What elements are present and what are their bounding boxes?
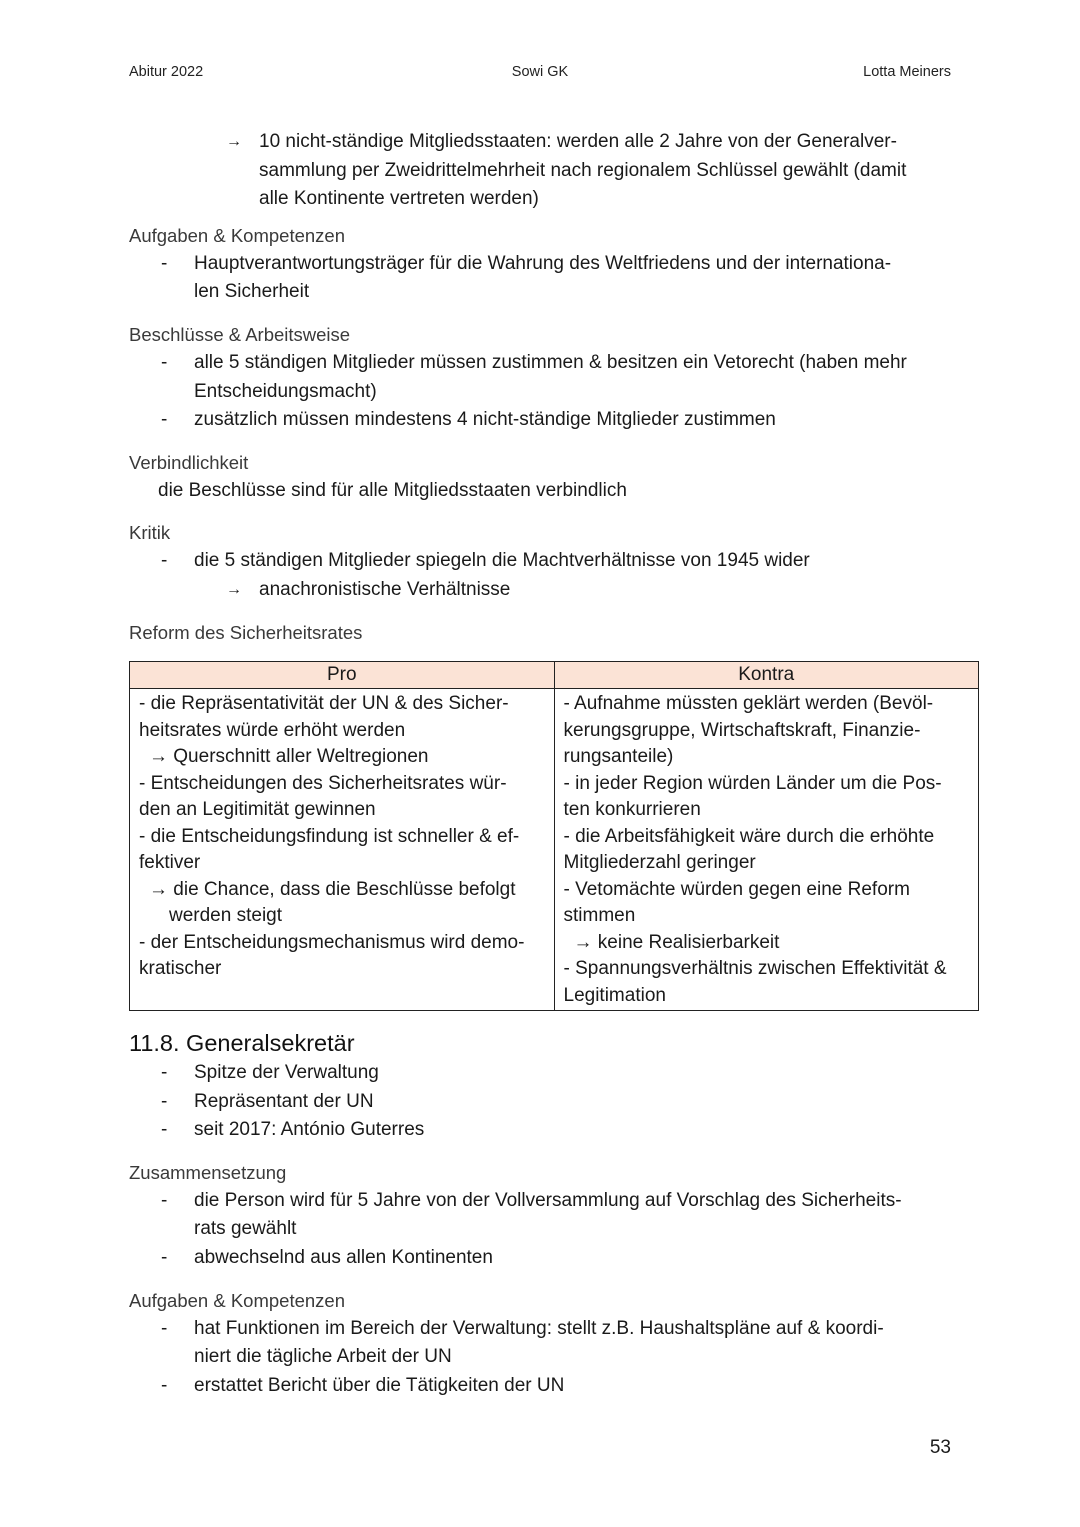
table-line: - Aufnahme müssten geklärt werden (Bevöl- — [563, 693, 934, 715]
text-line: sammlung per Zweidrittelmehrheit nach regionalem Schlüssel gewählt (damit — [259, 159, 907, 181]
table-line: fektiver — [139, 852, 201, 874]
table-line: Mitgliederzahl geringer — [563, 852, 756, 874]
heading-zusammensetzung: Zusammensetzung — [129, 1161, 287, 1183]
text-line: 10 nicht-ständige Mitgliedsstaaten: werden alle 2 Jahre von der Generalver- — [259, 131, 897, 152]
list-item: - seit 2017: António Guterres — [161, 1119, 425, 1141]
list-item: - hat Funktionen im Bereich der Verwaltung: stellt z.B. Haushaltspläne auf & koordi- niert die tägliche Arbeit der UN — [129, 1315, 951, 1372]
zusammensetzung-list — [129, 1187, 951, 1273]
list-item: - zusätzlich müssen mindestens 4 nicht-ständige Mitglieder zustimmen — [129, 406, 951, 435]
arrow-icon: → — [226, 580, 242, 598]
verbindlichkeit-text: die Beschlüsse sind für alle Mitgliedsstaaten verbindlich — [158, 479, 627, 501]
table-line: Legitimation — [563, 984, 666, 1006]
text-line: abwechselnd aus allen Kontinenten — [194, 1247, 493, 1268]
text-line: len Sicherheit — [194, 281, 310, 303]
heading-verbindlichkeit: Verbindlichkeit — [129, 451, 249, 473]
table-line: kratischer — [139, 958, 222, 980]
table-line: → die Chance, dass die Beschlüsse befolgt — [149, 878, 516, 900]
text-line: rats gewählt — [194, 1218, 297, 1240]
arrow-icon: → — [226, 133, 242, 150]
kritik-list — [129, 547, 951, 576]
page-header — [129, 64, 951, 84]
heading-aufgaben: Aufgaben & Kompetenzen — [129, 224, 345, 246]
reform-table — [129, 661, 979, 1012]
list-item: - Hauptverantwortungsträger für die Wahrung des Weltfriedens und der internationa- len Sicherheit — [129, 250, 951, 307]
table-line: - die Entscheidungsfindung ist schneller & ef- — [139, 825, 520, 847]
table-line: - Entscheidungen des Sicherheitsrates wür- — [139, 772, 507, 794]
table-line: → Querschnitt aller Weltregionen — [149, 746, 429, 768]
aufgaben-list — [129, 250, 951, 307]
kontra-header: Kontra — [554, 661, 979, 689]
header-left: Abitur 2022 — [129, 64, 204, 80]
pro-header: Pro — [130, 661, 555, 689]
intro-arrow-item — [129, 128, 951, 214]
table-line: werden steigt — [169, 905, 283, 927]
text-line: Repräsentant der UN — [194, 1090, 374, 1112]
table-line: den an Legitimität gewinnen — [139, 799, 376, 821]
text-line: erstattet Bericht über die Tätigkeiten der UN — [194, 1374, 565, 1396]
header-center: Sowi GK — [511, 64, 569, 80]
table-line: - in jeder Region würden Länder um die Pos- — [563, 772, 942, 794]
table-line: → keine Realisierbarkeit — [573, 931, 780, 953]
list-item: - alle 5 ständigen Mitglieder müssen zustimmen & besitzen ein Vetorecht (haben mehr Entscheidungsmacht) — [129, 349, 951, 406]
text-line: die 5 ständigen Mitglieder spiegeln die Machtverhältnisse von 1945 wider — [194, 550, 810, 572]
page-content — [129, 128, 951, 1400]
text-line: Entscheidungsmacht) — [194, 380, 377, 402]
table-line: ten konkurrieren — [563, 799, 701, 821]
table-line: - der Entscheidungsmechanismus wird demo- — [139, 931, 525, 953]
text-line: anachronistische Verhältnisse — [259, 578, 511, 600]
table-line: heitsrates würde erhöht werden — [139, 719, 406, 741]
table-line: stimmen — [563, 905, 636, 927]
header-right: Lotta Meiners — [863, 64, 951, 80]
generalsekretaer-list — [129, 1059, 951, 1145]
text-line: die Person wird für 5 Jahre von der Vollversammlung auf Vorschlag des Sicherheits- — [194, 1189, 902, 1211]
list-item: - Repräsentant der UN — [161, 1090, 374, 1112]
gs-aufgaben-list — [129, 1315, 951, 1401]
text-line: hat Funktionen im Bereich der Verwaltung: stellt z.B. Haushaltspläne auf & koordi- — [194, 1317, 884, 1339]
text-line: zusätzlich müssen mindestens 4 nicht-ständige Mitglieder zustimmen — [194, 409, 776, 431]
table-line: - die Repräsentativität der UN & des Sicher- — [139, 693, 509, 715]
table-line: rungsanteile) — [563, 746, 674, 768]
page-number: 53 — [929, 1437, 951, 1458]
text-line: Spitze der Verwaltung — [194, 1062, 379, 1084]
text-line: alle Kontinente vertreten werden) — [259, 188, 539, 210]
kritik-arrow-item — [129, 576, 951, 605]
text-line: Hauptverantwortungsträger für die Wahrung des Weltfriedens und der internationa- — [194, 252, 892, 274]
table-line: - die Arbeitsfähigkeit wäre durch die erhöhte — [563, 825, 935, 847]
section-title: 11.8. Generalsekretär — [129, 1030, 355, 1057]
table-line: - Spannungsverhältnis zwischen Effektivität & — [563, 958, 947, 980]
heading-reform: Reform des Sicherheitsrates — [129, 621, 363, 643]
table-line: - Vetomächte würden gegen eine Reform — [563, 878, 910, 900]
pro-cell — [130, 689, 555, 1011]
text-line: seit 2017: António Guterres — [194, 1119, 425, 1141]
text-line: niert die tägliche Arbeit der UN — [194, 1346, 452, 1368]
list-item: - die Person wird für 5 Jahre von der Vollversammlung auf Vorschlag des Sicherheits- rats gewählt — [129, 1187, 951, 1244]
list-item: - die 5 ständigen Mitglieder spiegeln die Machtverhältnisse von 1945 wider — [129, 547, 951, 576]
list-item: - Spitze der Verwaltung — [161, 1062, 379, 1084]
list-item: - erstattet Bericht über die Tätigkeiten der UN — [129, 1372, 951, 1401]
table-line: kerungsgruppe, Wirtschaftskraft, Finanzie- — [563, 719, 921, 741]
kontra-cell — [554, 689, 979, 1011]
list-item: - abwechselnd aus allen Kontinenten — [129, 1244, 951, 1273]
heading-gs-aufgaben: Aufgaben & Kompetenzen — [129, 1289, 345, 1311]
beschluesse-list — [129, 349, 951, 435]
heading-kritik: Kritik — [129, 522, 171, 544]
text-line: alle 5 ständigen Mitglieder müssen zustimmen & besitzen ein Vetorecht (haben mehr — [194, 351, 907, 373]
heading-beschluesse: Beschlüsse & Arbeitsweise — [129, 323, 351, 345]
